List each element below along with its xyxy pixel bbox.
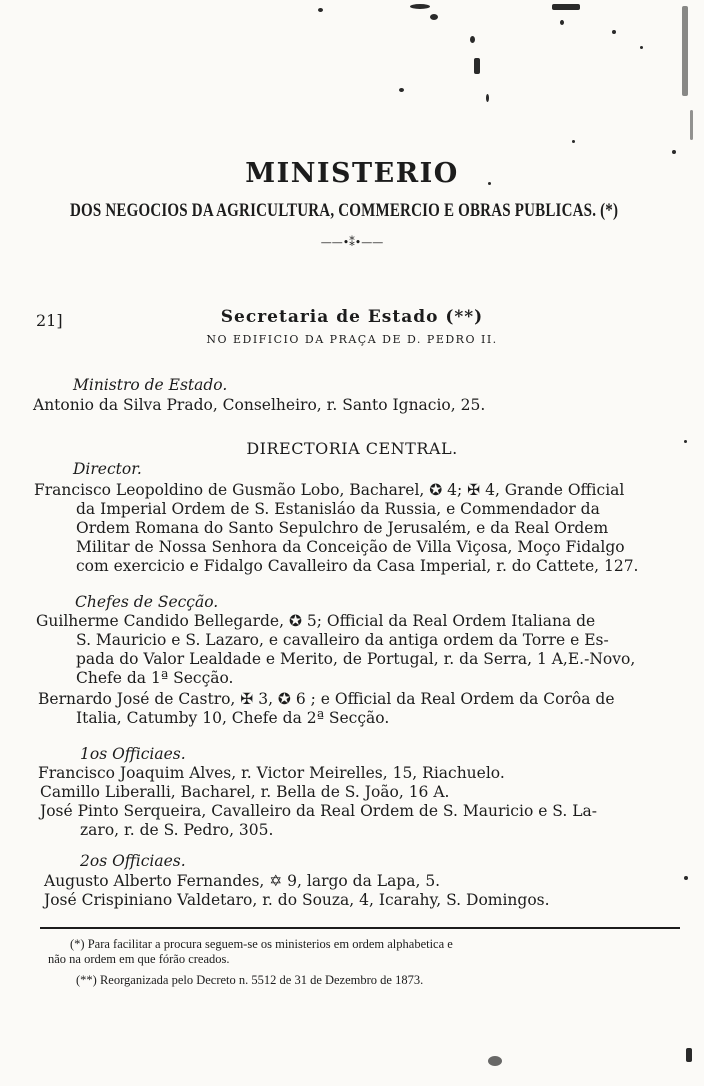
title-ornament: ——•⁑•—— xyxy=(320,236,384,249)
minister-label: Ministro de Estado. xyxy=(73,376,228,394)
officer-entry: Augusto Alberto Fernandes, ✡ 9, largo da Lapa, 5. xyxy=(44,872,441,890)
director-line: Francisco Leopoldino de Gusmão Lobo, Bacharel, ✪ 4; ✠ 4, Grande Official xyxy=(34,481,625,499)
chefe-line: S. Mauricio e S. Lazaro, e cavalleiro da antiga ordem da Torre e Es- xyxy=(76,631,609,649)
chefe-line: Bernardo José de Castro, ✠ 3, ✪ 6 ; e Official da Real Ordem da Corôa de xyxy=(38,690,615,708)
officer-entry: Francisco Joaquim Alves, r. Victor Meirelles, 15, Riachuelo. xyxy=(38,764,505,782)
officer-entry: José Crispiniano Valdetaro, r. do Souza, 4, Icarahy, S. Domingos. xyxy=(44,891,550,909)
primeiros-label: 1os Officiaes. xyxy=(80,745,186,763)
section-heading: Secretaria de Estado (**) xyxy=(220,307,484,327)
page-subtitle: DOS NEGOCIOS DA AGRICULTURA, COMMERCIO E OBRAS PUBLICAS. (*) xyxy=(70,201,619,221)
footnote-1-cont: não na ordem em que fórão creados. xyxy=(48,952,230,966)
officer-entry: zaro, r. de S. Pedro, 305. xyxy=(80,821,274,839)
officer-entry: Camillo Liberalli, Bacharel, r. Bella de S. João, 16 A. xyxy=(40,783,450,801)
chefe-line: Guilherme Candido Bellegarde, ✪ 5; Official da Real Ordem Italiana de xyxy=(36,612,596,630)
director-line: com exercicio e Fidalgo Cavalleiro da Casa Imperial, r. do Cattete, 127. xyxy=(76,557,639,575)
chefe-line: Italia, Catumby 10, Chefe da 2ª Secção. xyxy=(76,709,390,727)
minister-entry: Antonio da Silva Prado, Conselheiro, r. Santo Ignacio, 25. xyxy=(33,396,486,414)
director-label: Director. xyxy=(73,460,142,478)
chefes-label: Chefes de Secção. xyxy=(75,593,219,611)
page-title: MINISTERIO xyxy=(245,158,459,189)
director-line: Ordem Romana do Santo Sepulchro de Jerusalém, e da Real Ordem xyxy=(76,519,609,537)
footnote-rule xyxy=(40,927,680,929)
segundos-label: 2os Officiaes. xyxy=(80,852,186,870)
officer-entry: José Pinto Serqueira, Cavalleiro da Real Ordem de S. Mauricio e S. La- xyxy=(40,802,597,820)
footnote-1: (*) Para facilitar a procura seguem-se os ministerios em ordem alphabetica e xyxy=(70,937,453,951)
director-line: da Imperial Ordem de S. Estanisláo da Russia, e Commendador da xyxy=(76,500,600,518)
chefe-line: pada do Valor Lealdade e Merito, de Portugal, r. da Serra, 1 A,E.-Novo, xyxy=(76,650,636,668)
chefe-line: Chefe da 1ª Secção. xyxy=(76,669,234,687)
director-line: Militar de Nossa Senhora da Conceição de Villa Viçosa, Moço Fidalgo xyxy=(76,538,625,556)
page-number: 21] xyxy=(36,311,63,330)
directoria-heading: DIRECTORIA CENTRAL. xyxy=(246,439,458,458)
section-location: NO EDIFICIO DA PRAÇA DE D. PEDRO II. xyxy=(206,333,498,346)
footnote-2: (**) Reorganizada pelo Decreto n. 5512 de 31 de Dezembro de 1873. xyxy=(76,973,424,987)
